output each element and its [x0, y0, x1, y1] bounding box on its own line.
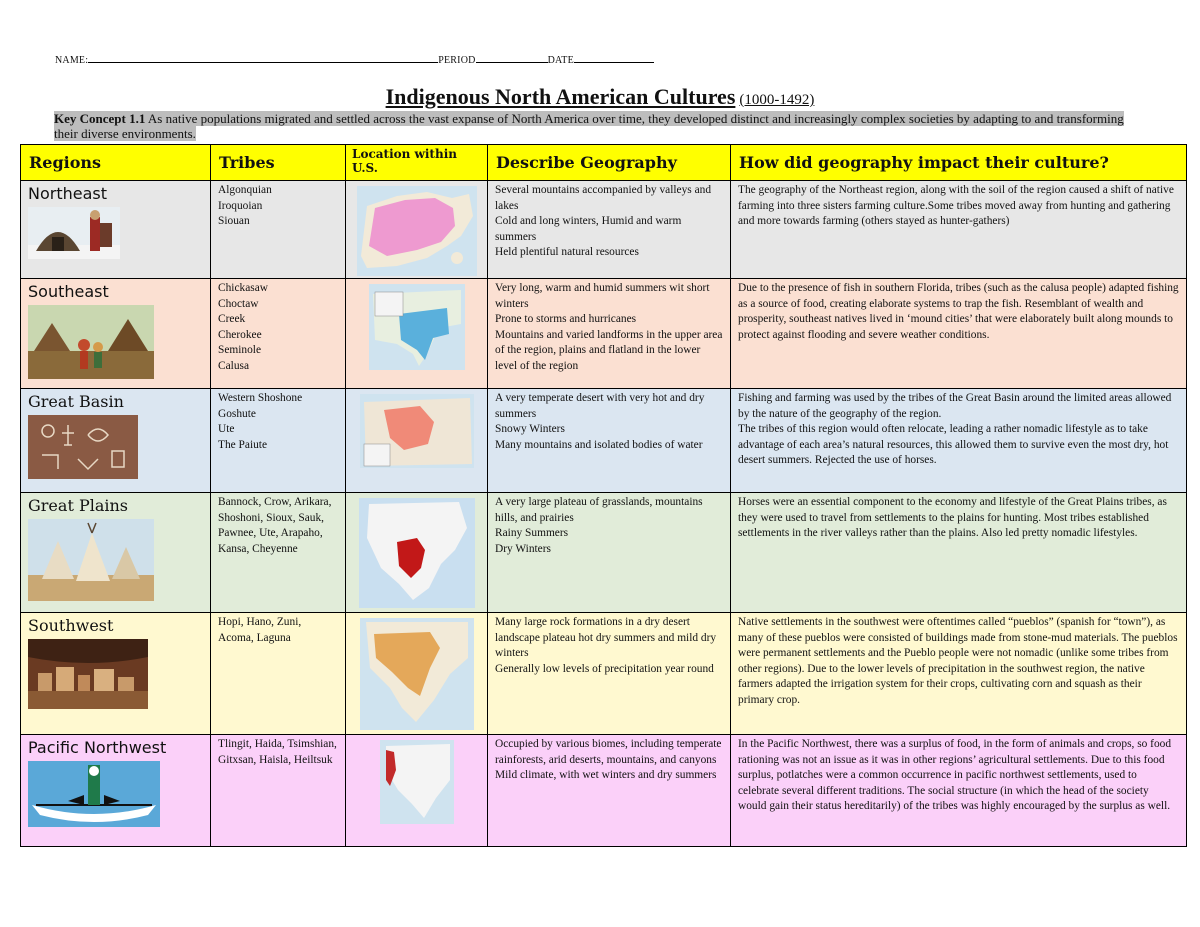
southeast-map [369, 284, 465, 370]
geography-cell: Many large rock formations in a dry desert landscape plateau hot dry summers and mild dry winters Generally low levels of precipitation year round [488, 613, 731, 735]
key-concept-text: As native populations migrated and settled across the vast expanse of North America over time, they developed distinct and increasingly complex societies by adapting to and transforming their diverse environments. [54, 111, 1124, 141]
location-cell [346, 181, 488, 279]
geography-cell: Very long, warm and humid summers wit short winters Prone to storms and hurricanes Mountains and varied landforms in the upper area of the region, plains and flatland in the lower level of the region [488, 279, 731, 389]
region-cell [21, 181, 211, 279]
impact-cell: Due to the presence of fish in southern Florida, tribes (such as the calusa people) adapted fishing as a source of food, creating elaborate systems to trap the fish. Resemblant of wealth and prosperity, southeast natives lived in ‘mound cities’ that were elaborately built along mounds to protect against flooding and severe weather conditions. [731, 279, 1187, 389]
tribes-cell: Western Shoshone Goshute Ute The Paiute [211, 389, 346, 493]
petroglyph-photo [28, 415, 138, 479]
impact-cell: Fishing and farming was used by the tribes of the Great Basin around the limited areas allowed by the nature of the geography of the region. The tribes of this region would often relocate, leading a rather nomadic lifestyle as to take advantage of each area’s natural resources, this allowed them to survive even the most dry, hot desert summers. Rejected the use of horses. [731, 389, 1187, 493]
impact-cell: In the Pacific Northwest, there was a surplus of food, in the form of animals and crops, so food rationing was not an issue as it was in other regions’ agricultural settlements. Due to this food surplus, potlatches were a common occurrence in pacific northwest settlements, used to celebrate several different traditions. The social structure (in which the head of the society would gain their status hereditarily) of the tribes was highly encouraged by the surplus as well. [731, 735, 1187, 847]
name-field[interactable] [88, 53, 438, 63]
tribes-cell: Tlingit, Haida, Tsimshian, Gitxsan, Haisla, Heiltsuk [211, 735, 346, 847]
tribes-cell: Chickasaw Choctaw Creek Cherokee Seminole Calusa [211, 279, 346, 389]
student-info-line [55, 53, 654, 66]
date-field[interactable] [574, 53, 654, 63]
totem-canoe-art [28, 761, 160, 827]
region-name: Northeast [28, 184, 108, 203]
geography-cell: A very large plateau of grasslands, mountains hills, and prairies Rainy Summers Dry Winters [488, 493, 731, 613]
region-name: Pacific Northwest [28, 738, 167, 757]
table-row [21, 613, 1187, 735]
key-concept [54, 111, 1128, 141]
region-cell [21, 279, 211, 389]
impact-cell: Horses were an essential component to the economy and lifestyle of the Great Plains tribes, as they were used to travel from settlements to the plains for hunting. Most tribes established settlements in the river valleys rather than the plains. Also led pretty nomadic lifestyles. [731, 493, 1187, 613]
table-row [21, 493, 1187, 613]
page-title [0, 84, 1200, 110]
northeast-map [357, 186, 477, 276]
region-name: Southwest [28, 616, 114, 635]
tribes-cell: Bannock, Crow, Arikara, Shoshoni, Sioux, Sauk, Pawnee, Ute, Arapaho, Kansa, Cheyenne [211, 493, 346, 613]
geography-cell: A very temperate desert with very hot and dry summers Snowy Winters Many mountains and isolated bodies of water [488, 389, 731, 493]
title-years: (1000-1492) [739, 92, 815, 108]
table-row [21, 181, 1187, 279]
name-label: NAME: [55, 55, 89, 66]
col-header-regions: Regions [21, 145, 211, 181]
geography-cell: Occupied by various biomes, including temperate rainforests, arid deserts, mountains, and canyons Mild climate, with wet winters and dry summers [488, 735, 731, 847]
key-concept-label: Key Concept 1.1 [54, 111, 146, 126]
longhouse-photo [28, 207, 120, 259]
col-header-impact: How did geography impact their culture? [731, 145, 1187, 181]
southwest-map [360, 618, 474, 730]
table-row [21, 735, 1187, 847]
table-header-row [21, 145, 1187, 181]
title-main: Indigenous North American Cultures [385, 84, 736, 109]
col-header-location: Location within U.S. [346, 145, 488, 181]
period-field[interactable] [476, 53, 548, 63]
great-plains-map [359, 498, 475, 608]
cultures-table [20, 144, 1187, 847]
location-cell [346, 389, 488, 493]
region-cell [21, 389, 211, 493]
col-header-tribes: Tribes [211, 145, 346, 181]
region-name: Southeast [28, 282, 109, 301]
region-name: Great Basin [28, 392, 124, 411]
region-cell [21, 493, 211, 613]
tribes-cell: Hopi, Hano, Zuni, Acoma, Laguna [211, 613, 346, 735]
cliff-dwelling-photo [28, 639, 148, 709]
teepee-painting [28, 519, 154, 601]
region-cell [21, 613, 211, 735]
great-basin-map [360, 394, 474, 468]
impact-cell: The geography of the Northeast region, along with the soil of the region caused a shift of native farming into three sisters farming culture.Some tribes moved away from hunting and gathering and more towards farming (others stayed as hunter-gathers) [731, 181, 1187, 279]
geography-cell: Several mountains accompanied by valleys and lakes Cold and long winters, Humid and warm summers Held plentiful natural resources [488, 181, 731, 279]
region-name: Great Plains [28, 496, 129, 515]
southeast-village-painting [28, 305, 154, 379]
table-row [21, 279, 1187, 389]
location-cell [346, 279, 488, 389]
pacific-northwest-map [380, 740, 454, 824]
tribes-cell: Algonquian Iroquoian Siouan [211, 181, 346, 279]
impact-cell: Native settlements in the southwest were oftentimes called “pueblos” (spanish for “town”), as many of these pueblos were consisted of buildings made from stone-mud materials. The pueblos were permanent settlements and the Pueblo people were not nomadic (unlike some tribes from other regions). Due to the lower levels of precipitation in the southwest region, the native farmers adapted the irrigation system for their crops, cultivating corn and squash as their primary crop. [731, 613, 1187, 735]
date-label: DATE [547, 55, 574, 66]
location-cell [346, 613, 488, 735]
col-header-geography: Describe Geography [488, 145, 731, 181]
location-cell [346, 735, 488, 847]
region-cell [21, 735, 211, 847]
table-row [21, 389, 1187, 493]
location-cell [346, 493, 488, 613]
period-label: PERIOD [438, 55, 476, 66]
